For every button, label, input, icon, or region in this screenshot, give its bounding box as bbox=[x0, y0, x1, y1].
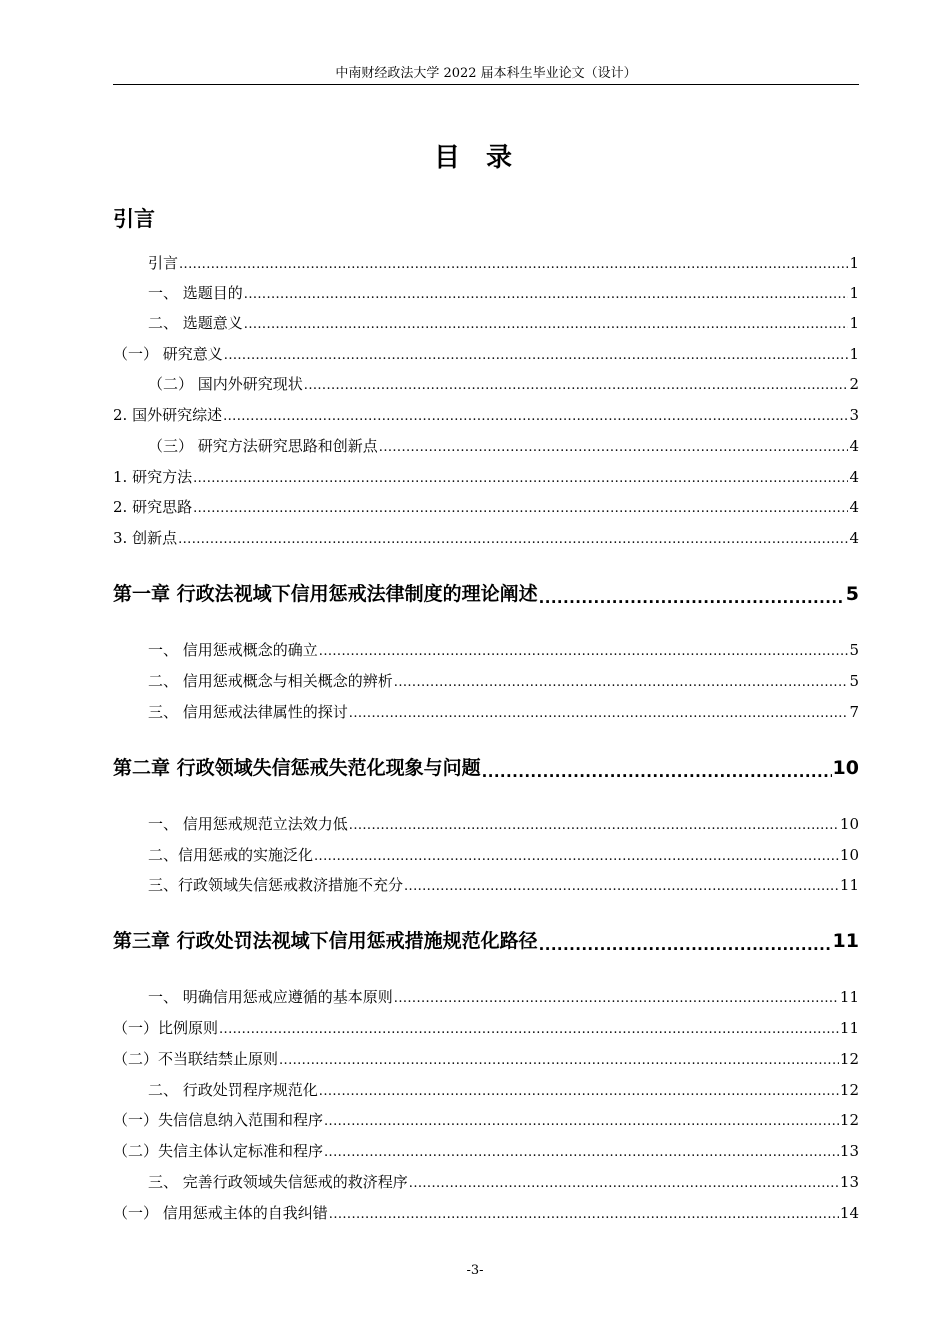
toc-chapter-entry[interactable] bbox=[113, 756, 859, 780]
toc-entry[interactable] bbox=[113, 528, 859, 548]
toc-entry-text: （二） 国内外研究现状 bbox=[148, 375, 303, 393]
toc-entry-text: 一、 选题目的 bbox=[148, 284, 243, 302]
toc-entry-text: 三、 完善行政领域失信惩戒的救济程序 bbox=[148, 1173, 408, 1191]
toc-entry-page: 4 bbox=[849, 529, 859, 547]
toc-leader bbox=[349, 702, 849, 722]
toc-entry-page: 1 bbox=[849, 284, 859, 302]
toc-entry-text: 一、 信用惩戒概念的确立 bbox=[148, 641, 318, 659]
toc-entry-page: 3 bbox=[849, 406, 859, 424]
toc-chapter-entry[interactable] bbox=[113, 582, 859, 606]
toc-entry[interactable] bbox=[113, 344, 859, 364]
toc-leader bbox=[539, 929, 832, 953]
toc-entry-page: 1 bbox=[849, 314, 859, 332]
toc-entry[interactable] bbox=[113, 987, 859, 1007]
toc-entry[interactable] bbox=[113, 845, 859, 865]
page-header: 中南财经政法大学 2022 届本科生毕业论文（设计） bbox=[335, 66, 637, 81]
toc-entry[interactable] bbox=[113, 1110, 859, 1130]
toc-entry-page: 11 bbox=[832, 930, 859, 952]
toc-leader bbox=[409, 1172, 839, 1192]
toc-leader bbox=[324, 1110, 839, 1130]
toc-leader bbox=[219, 1018, 839, 1038]
toc-entry-text: 二、 行政处罚程序规范化 bbox=[148, 1081, 318, 1099]
toc-entry-page: 11 bbox=[839, 876, 859, 894]
toc-leader bbox=[193, 497, 848, 517]
toc-title: 目录 bbox=[433, 143, 538, 173]
toc-entry[interactable] bbox=[113, 1141, 859, 1161]
toc-entry-text: 2. 国外研究综述 bbox=[113, 406, 223, 424]
toc-entry-text: 一、 信用惩戒规范立法效力低 bbox=[148, 815, 348, 833]
toc-entry-page: 12 bbox=[839, 1081, 859, 1099]
toc-leader bbox=[178, 528, 848, 548]
toc-entry[interactable] bbox=[113, 253, 859, 273]
toc-entry-page: 11 bbox=[839, 1019, 859, 1037]
toc-entry[interactable] bbox=[113, 640, 859, 660]
toc-entry-page: 4 bbox=[849, 437, 859, 455]
toc-entry[interactable] bbox=[113, 702, 859, 722]
toc-leader bbox=[224, 344, 849, 364]
toc-entry-page: 4 bbox=[849, 468, 859, 486]
intro-heading: 引言 bbox=[113, 207, 155, 231]
toc-entry-text: 第一章 行政法视域下信用惩戒法律制度的理论阐述 bbox=[113, 583, 538, 605]
toc-entry-page: 4 bbox=[849, 498, 859, 516]
toc-entry[interactable] bbox=[113, 1080, 859, 1100]
toc-entry-text: （二）失信主体认定标准和程序 bbox=[113, 1142, 324, 1160]
toc-entry[interactable] bbox=[113, 671, 859, 691]
toc-leader bbox=[314, 845, 839, 865]
toc-entry[interactable] bbox=[113, 1203, 859, 1223]
toc-leader bbox=[394, 987, 839, 1007]
toc-entry-text: 3. 创新点 bbox=[113, 529, 178, 547]
toc-entry-page: 10 bbox=[839, 846, 859, 864]
toc-entry[interactable] bbox=[113, 1018, 859, 1038]
toc-entry-page: 5 bbox=[845, 583, 859, 605]
toc-leader bbox=[319, 640, 849, 660]
toc-entry-text: （二）不当联结禁止原则 bbox=[113, 1050, 279, 1068]
toc-leader bbox=[244, 283, 849, 303]
toc-leader bbox=[179, 253, 848, 273]
toc-entry-page: 1 bbox=[849, 254, 859, 272]
toc-entry-text: 二、信用惩戒的实施泛化 bbox=[148, 846, 314, 864]
toc-entry[interactable] bbox=[113, 313, 859, 333]
toc-entry[interactable] bbox=[113, 467, 859, 487]
toc-entry-page: 7 bbox=[849, 703, 859, 721]
toc-entry[interactable] bbox=[113, 1172, 859, 1192]
toc-entry-text: 1. 研究方法 bbox=[113, 468, 193, 486]
toc-entry-text: 三、 信用惩戒法律属性的探讨 bbox=[148, 703, 348, 721]
toc-entry-text: （一） 信用惩戒主体的自我纠错 bbox=[113, 1204, 328, 1222]
toc-entry-page: 1 bbox=[849, 345, 859, 363]
toc-entry[interactable] bbox=[113, 497, 859, 517]
toc-entry-page: 5 bbox=[849, 641, 859, 659]
toc-entry-page: 5 bbox=[849, 672, 859, 690]
toc-leader bbox=[193, 467, 848, 487]
toc-chapter-entry[interactable] bbox=[113, 929, 859, 953]
toc-entry[interactable] bbox=[113, 875, 859, 895]
toc-leader bbox=[223, 405, 848, 425]
toc-entry[interactable] bbox=[113, 374, 859, 394]
toc-entry[interactable] bbox=[113, 283, 859, 303]
toc-entry-page: 2 bbox=[849, 375, 859, 393]
toc-leader bbox=[539, 582, 845, 606]
page-number: -3- bbox=[466, 1263, 484, 1278]
toc-entry-text: （一） 研究意义 bbox=[113, 345, 223, 363]
toc-entry-page: 14 bbox=[839, 1204, 859, 1222]
toc-entry-page: 12 bbox=[839, 1050, 859, 1068]
toc-entry-text: （一）失信信息纳入范围和程序 bbox=[113, 1111, 324, 1129]
toc-entry-text: 引言 bbox=[148, 254, 179, 272]
toc-entry-text: 二、 选题意义 bbox=[148, 314, 243, 332]
toc-entry-text: 一、 明确信用惩戒应遵循的基本原则 bbox=[148, 988, 393, 1006]
toc-entry-text: 2. 研究思路 bbox=[113, 498, 193, 516]
toc-leader bbox=[319, 1080, 839, 1100]
toc-leader bbox=[329, 1203, 839, 1223]
toc-leader bbox=[379, 436, 849, 456]
toc-entry-page: 10 bbox=[832, 757, 859, 779]
toc-leader bbox=[304, 374, 849, 394]
toc-leader bbox=[349, 814, 839, 834]
toc-entry-page: 13 bbox=[839, 1173, 859, 1191]
toc-entry-text: 第二章 行政领域失信惩戒失范化现象与问题 bbox=[113, 757, 481, 779]
toc-leader bbox=[324, 1141, 839, 1161]
toc-entry-text: （一）比例原则 bbox=[113, 1019, 219, 1037]
toc-entry[interactable] bbox=[113, 814, 859, 834]
toc-leader bbox=[482, 756, 832, 780]
toc-entry[interactable] bbox=[113, 405, 859, 425]
toc-entry-text: 三、行政领域失信惩戒救济措施不充分 bbox=[148, 876, 404, 894]
toc-entry-page: 11 bbox=[839, 988, 859, 1006]
toc-entry[interactable] bbox=[113, 436, 859, 456]
toc-leader bbox=[279, 1049, 839, 1069]
toc-entry-text: 二、 信用惩戒概念与相关概念的辨析 bbox=[148, 672, 393, 690]
toc-leader bbox=[244, 313, 849, 333]
toc-entry-page: 12 bbox=[839, 1111, 859, 1129]
toc-entry-text: （三） 研究方法研究思路和创新点 bbox=[148, 437, 378, 455]
toc-entry[interactable] bbox=[113, 1049, 859, 1069]
toc-leader bbox=[394, 671, 849, 691]
toc-entry-page: 10 bbox=[839, 815, 859, 833]
toc-entry-page: 13 bbox=[839, 1142, 859, 1160]
toc-leader bbox=[404, 875, 839, 895]
toc-entry-text: 第三章 行政处罚法视域下信用惩戒措施规范化路径 bbox=[113, 930, 538, 952]
